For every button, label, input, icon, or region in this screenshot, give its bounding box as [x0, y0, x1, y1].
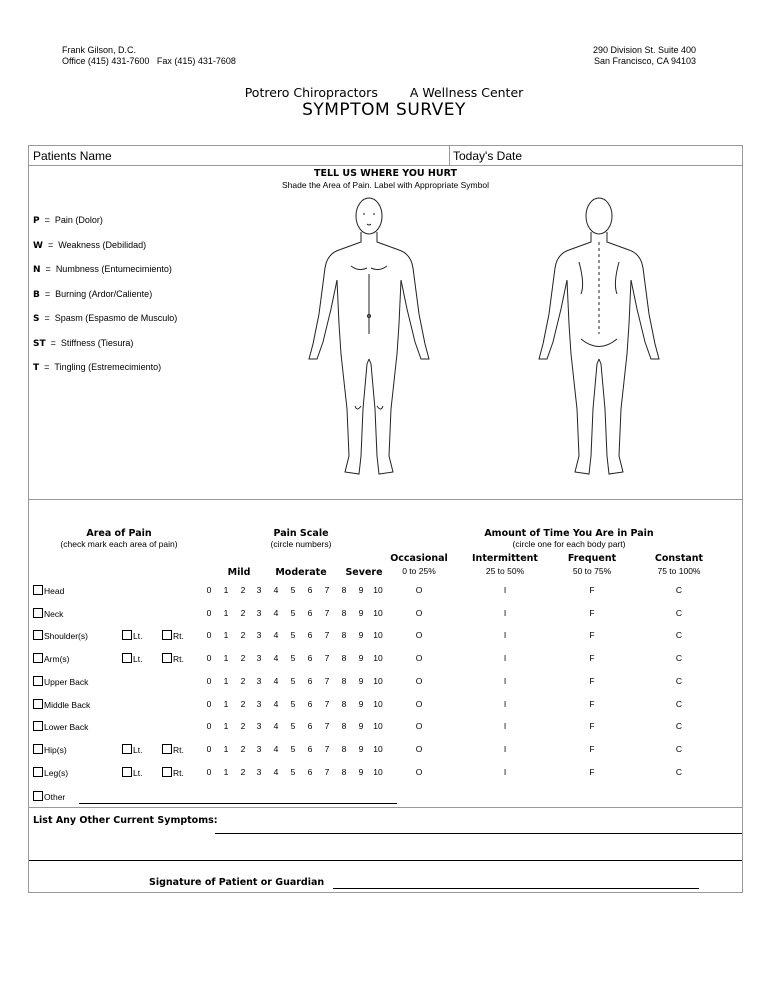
pain-scale-number[interactable]: 0 — [206, 607, 212, 618]
frequency-option[interactable]: C — [675, 743, 683, 754]
frequency-option[interactable]: O — [415, 675, 423, 686]
pain-scale-number[interactable]: 3 — [256, 585, 262, 595]
legend-equals: = — [39, 215, 55, 225]
pain-scale-number[interactable]: 5 — [290, 766, 296, 777]
left-checkbox[interactable] — [122, 767, 132, 777]
todays-date-field[interactable]: Today's Date — [453, 149, 522, 163]
pain-scale-number[interactable]: 10 — [373, 698, 383, 709]
severe-label: Severe — [345, 567, 383, 578]
pain-scale-subheading: (circle numbers) — [270, 539, 332, 549]
area-checkbox[interactable] — [33, 721, 43, 731]
pain-scale-number[interactable]: 4 — [273, 585, 279, 595]
legend-item — [33, 215, 103, 226]
pain-scale-number[interactable]: 0 — [206, 743, 212, 754]
pain-scale-number[interactable]: 9 — [358, 607, 364, 618]
patient-name-field[interactable]: Patients Name — [33, 149, 112, 163]
pain-scale-number[interactable]: 2 — [240, 766, 246, 777]
pain-scale-number[interactable]: 5 — [290, 607, 296, 618]
divider — [29, 807, 742, 808]
right-label: Rt. — [173, 631, 184, 642]
frequency-label: Occasional — [390, 553, 448, 564]
legend-description: Weakness (Debilidad) — [58, 239, 147, 250]
frequency-range: 25 to 50% — [485, 566, 525, 576]
right-label: Rt. — [173, 654, 184, 665]
right-checkbox[interactable] — [162, 630, 172, 640]
pain-scale-number[interactable]: 3 — [256, 743, 262, 754]
pain-scale-number[interactable]: 6 — [307, 698, 313, 709]
frequency-range: 75 to 100% — [657, 566, 701, 576]
pain-scale-number[interactable]: 10 — [373, 721, 383, 732]
pain-scale-number[interactable]: 1 — [223, 698, 229, 709]
legend-symbol: W — [33, 240, 43, 251]
pain-scale-number[interactable]: 7 — [324, 607, 330, 618]
pain-scale-number[interactable]: 8 — [341, 721, 347, 732]
clinic-tagline: A Wellness Center — [409, 85, 524, 100]
pain-scale-number[interactable]: 9 — [358, 698, 364, 709]
area-label: Lower Back — [44, 722, 89, 733]
pain-scale-number[interactable]: 5 — [290, 653, 296, 664]
area-label: Head — [44, 586, 65, 596]
frequency-option[interactable]: C — [675, 653, 683, 664]
pain-scale-number[interactable]: 2 — [240, 675, 246, 686]
pain-scale-number[interactable]: 0 — [206, 721, 212, 732]
frequency-option[interactable]: F — [589, 743, 595, 754]
pain-scale-number[interactable]: 2 — [240, 607, 246, 618]
body-section-instruction: Shade the Area of Pain. Label with Appropriate Symbol — [282, 180, 489, 190]
pain-scale-number[interactable]: 7 — [324, 585, 330, 595]
time-in-pain-subheading: (circle one for each body part) — [512, 539, 626, 549]
name-date-row — [29, 146, 742, 166]
pain-scale-number[interactable]: 10 — [373, 675, 383, 686]
pain-scale-number[interactable]: 4 — [273, 743, 279, 754]
pain-scale-number[interactable]: 6 — [307, 766, 313, 777]
pain-scale-number[interactable]: 6 — [307, 743, 313, 754]
pain-scale-number[interactable]: 7 — [324, 675, 330, 686]
pain-scale-number[interactable]: 8 — [341, 675, 347, 686]
left-side-checkbox-item[interactable] — [122, 744, 142, 755]
legend-item — [33, 240, 146, 251]
legend-item — [33, 264, 172, 275]
pain-scale-number[interactable]: 10 — [373, 607, 383, 618]
frequency-option[interactable]: C — [675, 675, 683, 686]
frequency-label: Frequent — [567, 553, 617, 564]
pain-scale-number[interactable]: 1 — [223, 743, 229, 754]
pain-scale-number[interactable]: 1 — [223, 630, 229, 641]
other-area-row[interactable] — [33, 791, 65, 802]
legend-symbol: P — [33, 216, 40, 226]
frequency-option[interactable]: I — [503, 585, 507, 595]
left-checkbox[interactable] — [122, 653, 132, 663]
pain-scale-number[interactable]: 7 — [324, 698, 330, 709]
right-label: Rt. — [173, 767, 184, 778]
legend-item — [33, 338, 133, 349]
pain-scale-number[interactable]: 6 — [307, 607, 313, 618]
pain-scale-number[interactable]: 3 — [256, 675, 262, 686]
left-side-checkbox-item[interactable] — [122, 653, 142, 664]
area-label: Neck — [44, 608, 64, 619]
moderate-label: Moderate — [275, 567, 327, 578]
frequency-range: 0 to 25% — [402, 566, 436, 576]
legend-symbol: T — [33, 363, 40, 373]
body-back-diagram[interactable] — [519, 194, 679, 494]
frequency-option[interactable]: F — [589, 607, 595, 618]
pain-scale-number[interactable]: 7 — [324, 630, 330, 641]
pain-scale-number[interactable]: 3 — [256, 698, 262, 709]
pain-scale-number[interactable]: 2 — [240, 698, 246, 709]
pain-scale-number[interactable]: 7 — [324, 653, 330, 664]
survey-form — [28, 145, 743, 893]
pain-scale-number[interactable]: 4 — [273, 721, 279, 732]
right-side-checkbox-item[interactable] — [162, 630, 184, 641]
pain-scale-number[interactable]: 10 — [373, 585, 383, 595]
address-line-1: 290 Division St. Suite 400 — [592, 45, 696, 55]
frequency-option[interactable]: O — [415, 607, 423, 618]
frequency-option[interactable]: I — [503, 675, 507, 686]
pain-scale-number[interactable]: 5 — [290, 743, 296, 754]
pain-scale-heading: Pain Scale — [273, 528, 329, 539]
area-checkbox[interactable] — [33, 676, 43, 686]
legend-equals: = — [42, 239, 59, 250]
frequency-option[interactable]: I — [503, 698, 507, 709]
clinic-title — [0, 85, 768, 100]
pain-scale-number[interactable]: 5 — [290, 721, 296, 732]
frequency-option[interactable]: O — [415, 630, 423, 641]
pain-scale-number[interactable]: 9 — [358, 630, 364, 641]
divider — [29, 860, 742, 861]
pain-scale-number[interactable]: 9 — [358, 653, 364, 664]
left-label: Lt. — [133, 767, 143, 778]
pain-scale-number[interactable]: 10 — [373, 766, 383, 777]
body-section-heading: TELL US WHERE YOU HURT — [314, 168, 457, 179]
pain-scale-number[interactable]: 4 — [273, 766, 279, 777]
frequency-option[interactable]: C — [675, 607, 683, 618]
other-checkbox[interactable] — [33, 791, 43, 801]
frequency-option[interactable]: C — [675, 766, 683, 777]
pain-scale-number[interactable]: 0 — [206, 630, 212, 641]
area-checkbox[interactable] — [33, 767, 43, 777]
frequency-label: Intermittent — [472, 553, 538, 564]
frequency-option[interactable]: F — [589, 675, 595, 686]
pain-scale-number[interactable]: 10 — [373, 743, 383, 754]
pain-scale-number[interactable]: 8 — [341, 653, 347, 664]
frequency-label: Constant — [654, 553, 704, 564]
area-checkbox-item[interactable] — [33, 676, 88, 687]
pain-scale-number[interactable]: 2 — [240, 630, 246, 641]
pain-scale-number[interactable]: 9 — [358, 675, 364, 686]
legend-equals: = — [45, 337, 61, 348]
clinic-phones: Office (415) 431-7600 Fax (415) 431-7608 — [62, 56, 236, 66]
frequency-option[interactable]: O — [415, 585, 423, 595]
pain-scale-number[interactable]: 6 — [307, 630, 313, 641]
other-symptoms-input-line[interactable] — [215, 833, 742, 834]
area-checkbox-item[interactable] — [33, 744, 67, 755]
pain-scale-number[interactable]: 10 — [373, 653, 383, 664]
pain-scale-number[interactable]: 0 — [206, 675, 212, 686]
pain-scale-number[interactable]: 0 — [206, 585, 212, 595]
frequency-option[interactable]: F — [589, 721, 595, 732]
legend-description: Numbness (Entumecimiento) — [55, 264, 172, 274]
pain-scale-number[interactable]: 1 — [223, 607, 229, 618]
frequency-option[interactable]: C — [675, 721, 683, 732]
legend-description: Tingling (Estremecimiento) — [54, 362, 162, 372]
area-checkbox-item[interactable] — [33, 699, 90, 710]
frequency-option[interactable]: C — [675, 630, 683, 641]
pain-scale-number[interactable]: 6 — [307, 653, 313, 664]
pain-scale-number[interactable]: 5 — [290, 630, 296, 641]
area-checkbox-item[interactable] — [33, 630, 88, 641]
letterhead-right — [593, 45, 696, 67]
legend-equals: = — [39, 362, 55, 372]
legend-description: Burning (Ardor/Caliente) — [55, 288, 153, 299]
pain-scale-number[interactable]: 0 — [206, 653, 212, 664]
left-label: Lt. — [133, 654, 143, 665]
frequency-option[interactable]: I — [503, 630, 507, 641]
pain-scale-number[interactable]: 2 — [240, 743, 246, 754]
pain-scale-number[interactable]: 5 — [290, 698, 296, 709]
pain-scale-number[interactable]: 1 — [223, 585, 229, 595]
legend-symbol: ST — [33, 338, 46, 349]
frequency-option[interactable]: I — [503, 653, 507, 664]
other-symptoms-label: List Any Other Current Symptoms: — [33, 815, 218, 826]
pain-scale-number[interactable]: 8 — [341, 766, 347, 777]
area-label: Hip(s) — [44, 744, 67, 755]
left-checkbox[interactable] — [122, 744, 132, 754]
pain-scale-number[interactable]: 10 — [373, 630, 383, 641]
area-label: Arm(s) — [44, 654, 70, 665]
pain-scale-number[interactable]: 4 — [273, 675, 279, 686]
right-checkbox[interactable] — [162, 744, 172, 754]
pain-scale-number[interactable]: 7 — [324, 743, 330, 754]
pain-scale-number[interactable]: 6 — [307, 721, 313, 732]
frequency-option[interactable]: F — [589, 766, 595, 777]
pain-scale-number[interactable]: 2 — [240, 585, 246, 595]
legend-symbol: S — [33, 314, 40, 324]
pain-scale-number[interactable]: 9 — [358, 721, 364, 732]
area-checkbox-item[interactable] — [33, 608, 63, 619]
right-label: Rt. — [173, 744, 184, 755]
area-of-pain-heading: Area of Pain — [86, 528, 152, 539]
page-title: SYMPTOM SURVEY — [302, 100, 466, 120]
pain-scale-number[interactable]: 4 — [273, 698, 279, 709]
pain-scale-number[interactable]: 3 — [256, 721, 262, 732]
pain-scale-number[interactable]: 9 — [358, 743, 364, 754]
legend-description: Pain (Dolor) — [54, 215, 103, 225]
frequency-option[interactable]: C — [675, 698, 683, 709]
area-checkbox-item[interactable] — [33, 767, 68, 778]
frequency-option[interactable]: O — [415, 766, 423, 777]
area-checkbox[interactable] — [33, 630, 43, 640]
pain-scale-number[interactable]: 4 — [273, 607, 279, 618]
pain-scale-number[interactable]: 5 — [290, 585, 296, 595]
area-checkbox[interactable] — [33, 585, 43, 595]
left-checkbox[interactable] — [122, 630, 132, 640]
area-checkbox-item[interactable] — [33, 585, 64, 596]
left-label: Lt. — [133, 631, 143, 642]
frequency-option[interactable]: F — [589, 698, 595, 709]
pain-scale-number[interactable]: 8 — [341, 585, 347, 595]
legend-symbol: B — [33, 289, 40, 300]
frequency-option[interactable]: F — [589, 585, 595, 595]
pain-scale-number[interactable]: 1 — [223, 653, 229, 664]
left-label: Lt. — [133, 744, 143, 755]
divider — [449, 146, 450, 165]
pain-scale-number[interactable]: 7 — [324, 766, 330, 777]
clinic-name: Potrero Chiropractors — [244, 85, 378, 100]
pain-scale-number[interactable]: 0 — [206, 698, 212, 709]
right-side-checkbox-item[interactable] — [162, 767, 184, 778]
doctor-name: Frank Gilson, D.C. — [62, 45, 137, 55]
pain-scale-number[interactable]: 3 — [256, 607, 262, 618]
area-label: Middle Back — [44, 699, 91, 710]
pain-scale-number[interactable]: 2 — [240, 721, 246, 732]
pain-scale-number[interactable]: 6 — [307, 675, 313, 686]
pain-scale-number[interactable]: 8 — [341, 607, 347, 618]
pain-scale-number[interactable]: 9 — [358, 766, 364, 777]
legend-item — [33, 313, 177, 324]
frequency-option[interactable]: O — [415, 721, 423, 732]
frequency-option[interactable]: O — [415, 653, 423, 664]
right-side-checkbox-item[interactable] — [162, 653, 184, 664]
pain-scale-number[interactable]: 8 — [341, 698, 347, 709]
pain-scale-number[interactable]: 7 — [324, 721, 330, 732]
left-side-checkbox-item[interactable] — [122, 767, 142, 778]
body-front-diagram[interactable] — [289, 194, 449, 494]
pain-scale-number[interactable]: 9 — [358, 585, 364, 595]
mild-label: Mild — [227, 567, 251, 578]
pain-scale-number[interactable]: 8 — [341, 743, 347, 754]
legend-equals: = — [39, 288, 56, 299]
area-checkbox[interactable] — [33, 608, 43, 618]
frequency-option[interactable]: I — [503, 766, 507, 777]
area-checkbox[interactable] — [33, 699, 43, 709]
left-side-checkbox-item[interactable] — [122, 630, 142, 641]
pain-scale-number[interactable]: 3 — [256, 766, 262, 777]
pain-scale-number[interactable]: 4 — [273, 630, 279, 641]
area-checkbox-item[interactable] — [33, 653, 70, 664]
pain-scale-number[interactable]: 4 — [273, 653, 279, 664]
time-in-pain-heading: Amount of Time You Are in Pain — [484, 528, 654, 539]
pain-scale-number[interactable]: 1 — [223, 766, 229, 777]
legend-description: Stiffness (Tiesura) — [60, 337, 134, 348]
other-label: Other — [44, 792, 66, 802]
divider — [29, 499, 742, 500]
area-checkbox[interactable] — [33, 653, 43, 663]
pain-scale-number[interactable]: 0 — [206, 766, 212, 777]
area-label: Leg(s) — [44, 767, 69, 778]
right-checkbox[interactable] — [162, 653, 172, 663]
area-of-pain-subheading: (check mark each area of pain) — [60, 539, 178, 549]
frequency-option[interactable]: O — [415, 698, 423, 709]
frequency-option[interactable]: I — [503, 607, 507, 618]
pain-scale-number[interactable]: 5 — [290, 675, 296, 686]
pain-scale-number[interactable]: 3 — [256, 653, 262, 664]
signature-label: Signature of Patient or Guardian — [149, 877, 325, 888]
frequency-option[interactable]: C — [675, 585, 683, 595]
legend-equals: = — [39, 313, 55, 323]
signature-input-line[interactable] — [333, 888, 699, 889]
legend-symbol: N — [33, 265, 41, 275]
pain-scale-number[interactable]: 1 — [223, 721, 229, 732]
pain-scale-number[interactable]: 6 — [307, 585, 313, 595]
pain-scale-number[interactable]: 1 — [223, 675, 229, 686]
right-side-checkbox-item[interactable] — [162, 744, 184, 755]
pain-scale-number[interactable]: 2 — [240, 653, 246, 664]
legend-description: Spasm (Espasmo de Musculo) — [54, 313, 178, 323]
legend-item — [33, 289, 152, 300]
frequency-range: 50 to 75% — [572, 566, 612, 576]
area-checkbox-item[interactable] — [33, 721, 88, 732]
address-line-2: San Francisco, CA 94103 — [593, 56, 696, 66]
frequency-option[interactable]: F — [589, 653, 595, 664]
letterhead-left — [62, 45, 236, 67]
frequency-option[interactable]: O — [415, 743, 423, 754]
area-label: Upper Back — [44, 676, 89, 687]
other-input-line[interactable] — [79, 803, 397, 804]
pain-scale-number[interactable]: 3 — [256, 630, 262, 641]
frequency-option[interactable]: I — [503, 721, 507, 732]
right-checkbox[interactable] — [162, 767, 172, 777]
pain-scale-number[interactable]: 8 — [341, 630, 347, 641]
area-checkbox[interactable] — [33, 744, 43, 754]
area-label: Shoulder(s) — [44, 631, 88, 642]
frequency-option[interactable]: F — [589, 630, 595, 641]
legend-equals: = — [40, 264, 56, 274]
frequency-option[interactable]: I — [503, 743, 507, 754]
legend-item — [33, 362, 161, 373]
